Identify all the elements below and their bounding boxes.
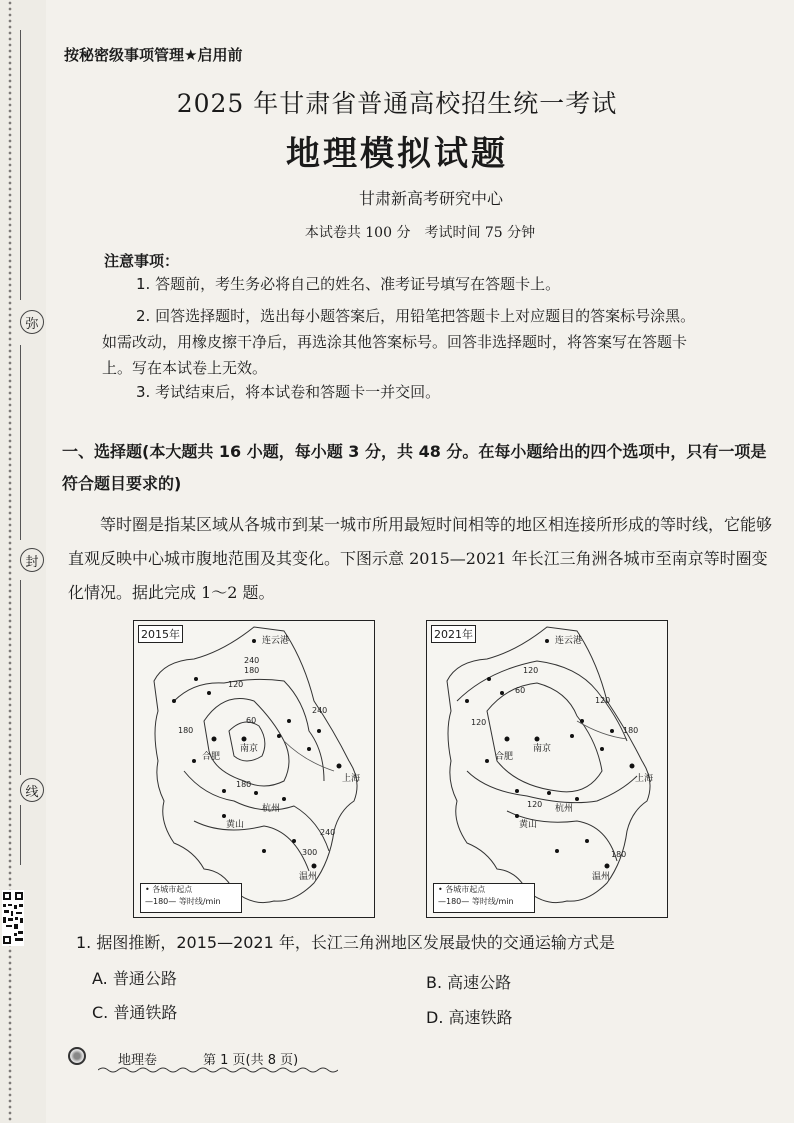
isoline-label: 120 [595,696,611,705]
city-label: 杭州 [262,804,281,814]
legend-line-sample: —180— [145,897,177,906]
legend-point-label: 各城市起点 [445,885,486,894]
isoline-label: 180 [178,726,194,735]
footer-wavy-line [98,1066,338,1074]
map-drawing [427,621,667,917]
isoline-label: 60 [246,716,257,725]
question-stem: 1. 据图推断，2015—2021 年，长江三角洲地区发展最快的交通运输方式是 [76,933,615,952]
city-label: 南京 [533,744,552,754]
section-heading: 一、选择题(本大题共 16 小题，每小题 3 分，共 48 分。在每小题给出的四个选项中，只有一项是符合题目要求的) [62,442,767,493]
isoline-label: 60 [515,686,526,695]
page-footer [68,1046,338,1076]
map-legend [433,883,535,913]
exam-title: 2025 年甘肃省普通高校招生统一考试 [176,89,618,118]
notice-title: 注意事项： [104,252,180,270]
option-d: D. 高速铁路 [426,1008,513,1027]
isochrone-map-2021 [426,620,668,918]
binding-line [20,345,21,540]
isoline-label: 180 [611,850,627,859]
isoline-label: 120 [228,680,244,689]
city-label: 杭州 [555,804,574,814]
footer-page-number: 第 1 页(共 8 页) [203,1053,299,1068]
notice-item: 3. 考试结束后，将本试卷和答题卡一并交回。 [136,383,441,401]
legend-dot-icon: • [438,885,443,894]
city-label: 连云港 [262,636,290,646]
legend-dot-icon: • [145,885,150,894]
legend-line-label: 等时线/min [178,897,221,906]
isoline-label: 240 [320,828,336,837]
seal-char: 封 [20,548,44,572]
qr-code-icon [2,890,24,946]
option-b: B. 高速公路 [426,973,512,992]
isoline-label: 240 [244,656,260,665]
city-label: 上海 [635,774,654,784]
footer-logo-icon [68,1047,86,1065]
seal-char: 弥 [20,310,44,334]
isoline-label: 120 [471,718,487,727]
binding-line [20,805,21,865]
option-c: C. 普通铁路 [92,1003,178,1022]
notice-item: 上。写在本试卷上无效。 [102,359,268,377]
map-year: 2021年 [431,625,476,643]
footer-subject: 地理卷 [118,1053,158,1068]
isoline-label: 240 [312,706,328,715]
isoline-label: 120 [527,800,543,809]
legend-point-label: 各城市起点 [152,885,193,894]
notice-item: 如需改动，用橡皮擦干净后，再选涂其他答案标号。回答非选择题时，将答案写在答题卡 [102,333,688,351]
isoline-label: 180 [236,780,252,789]
isoline-label: 300 [302,848,318,857]
map-legend [140,883,242,913]
city-label: 上海 [342,774,361,784]
city-label: 连云港 [555,636,583,646]
city-label: 黄山 [519,820,538,830]
binding-line [20,580,21,775]
option-a: A. 普通公路 [92,969,177,988]
map-drawing [134,621,374,917]
notice-item: 1. 答题前，考生务必将自己的姓名、准考证号填写在答题卡上。 [136,275,561,293]
map-year: 2015年 [138,625,183,643]
page-title: 地理模拟试题 [286,134,508,174]
legend-line-label: 等时线/min [471,897,514,906]
isochrone-map-2015 [133,620,375,918]
isoline-label: 120 [523,666,539,675]
notice-item: 2. 回答选择题时，选出每小题答案后，用铅笔把答题卡上对应题目的答案标号涂黑。 [136,307,696,325]
city-label: 黄山 [226,820,245,830]
confidential-note: 按秘密级事项管理★启用前 [64,46,243,64]
city-label: 温州 [299,872,318,882]
city-label: 合肥 [495,752,514,762]
question-intro: 等时圈是指某区域从各城市到某一城市所用最短时间相等的地区相连接所形成的等时线，它能够直观反映中心城市腹地范围及其变化。下图示意 2015—2021 年长江三角洲各城市至南京等时圈变化情况。据此完成 1～2 题。 [68,515,773,602]
seal-char: 线 [20,778,44,802]
city-label: 温州 [592,872,611,882]
city-label: 合肥 [202,752,221,762]
isoline-label: 180 [244,666,260,675]
city-label: 南京 [240,744,259,754]
legend-line-sample: —180— [438,897,470,906]
exam-info: 本试卷共 100 分 考试时间 75 分钟 [304,225,536,241]
publisher: 甘肃新高考研究中心 [358,189,503,208]
isoline-label: 180 [623,726,639,735]
